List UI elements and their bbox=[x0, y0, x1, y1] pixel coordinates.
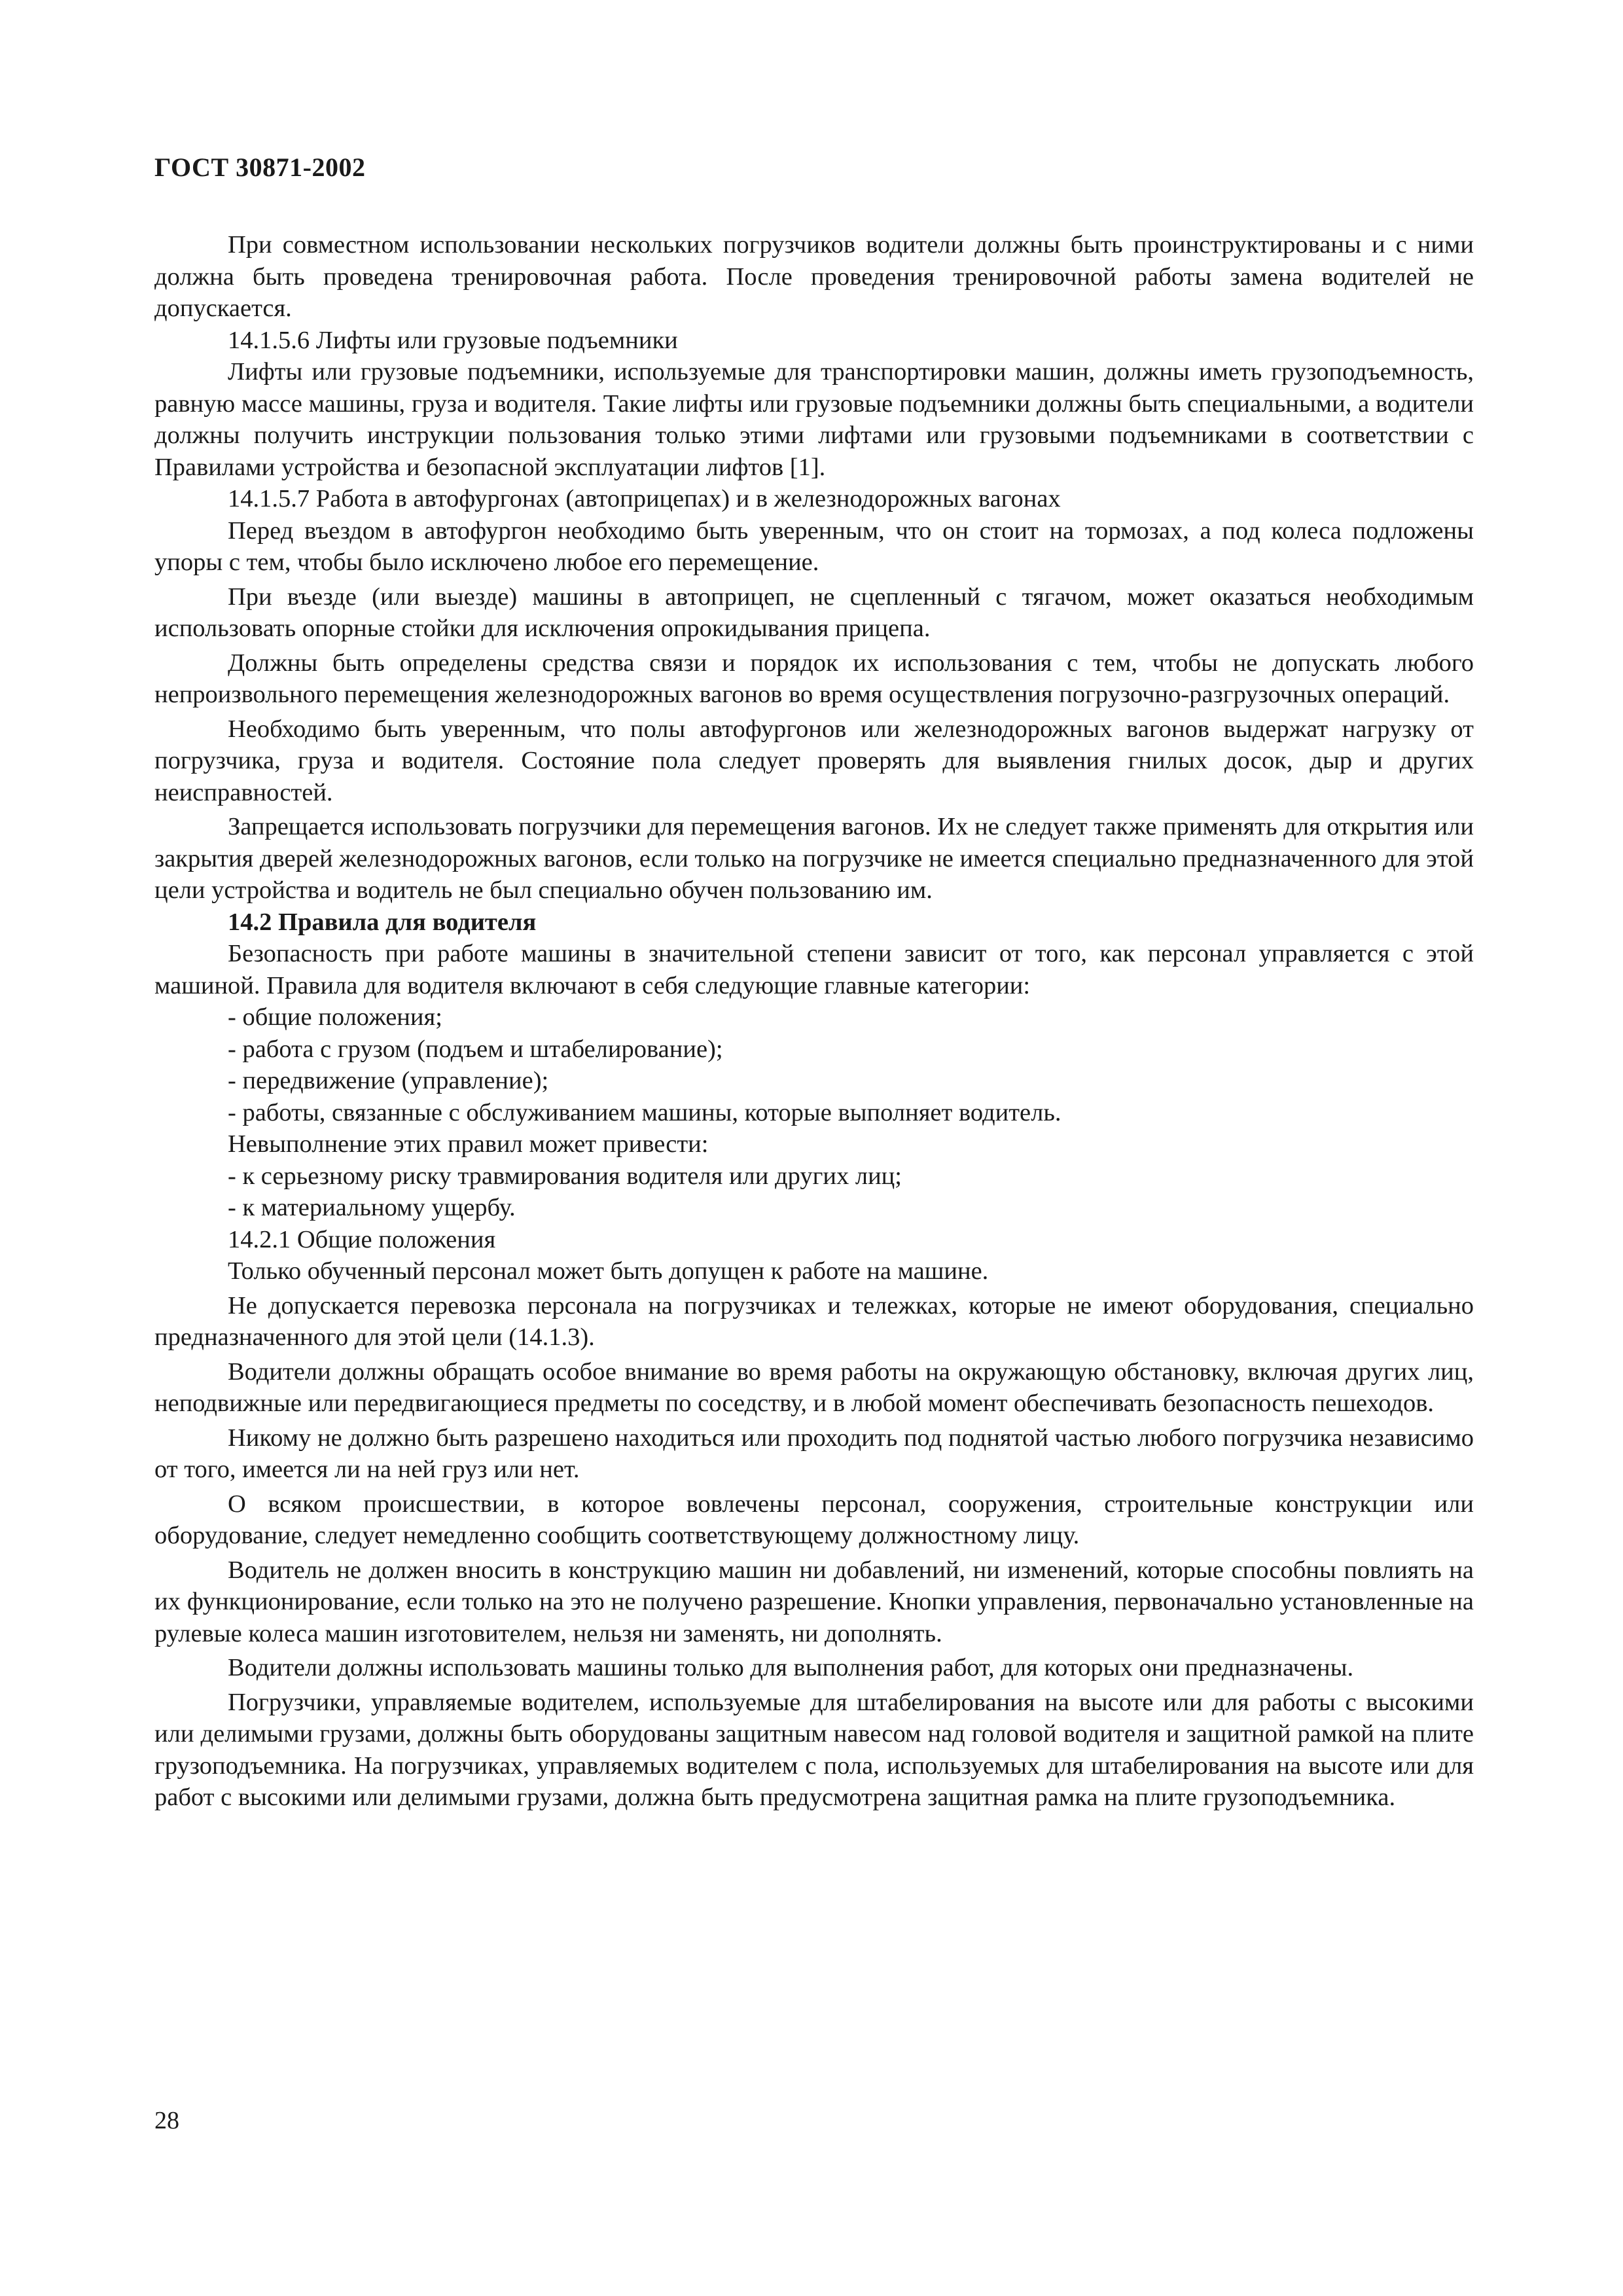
list-item: - к серьезному риску травмирования водителя или других лиц; bbox=[228, 1162, 902, 1190]
subsection-heading: 14.1.5.6 Лифты или грузовые подъемники bbox=[228, 326, 678, 354]
paragraph: Водители должны обращать особое внимание во время работы на окружающую обстановку, включая других лиц, неподвижные или передвигающиеся предметы по соседству, и в любой момент обеспечивать безопасность пешеходов. bbox=[154, 1357, 1474, 1417]
paragraph: Должны быть определены средства связи и порядок их использования с тем, чтобы не допускать любого непроизвольного перемещения железнодорожных вагонов во время осуществления погрузочно-разгрузочных операций. bbox=[154, 649, 1474, 708]
paragraph: Погрузчики, управляемые водителем, используемые для штабелирования на высоте или для работы с высокими или делимыми грузами, должны быть оборудованы защитным навесом над головой водителя и защитной рамкой на плите грузоподъемника. На погрузчиках, управляемых водителем с пола, используемых для штабелирования на высоте или для работ с высокими или делимыми грузами, должна быть предусмотрена защитная рамка на плите грузоподъемника. bbox=[154, 1688, 1474, 1811]
list-item: - работа с грузом (подъем и штабелирование); bbox=[228, 1035, 723, 1063]
list-item: - общие положения; bbox=[228, 1003, 442, 1031]
paragraph: Только обученный персонал может быть допущен к работе на машине. bbox=[228, 1257, 989, 1285]
paragraph: Не допускается перевозка персонала на погрузчиках и тележках, которые не имеют оборудования, специально предназначенного для этой цели (14.1.3). bbox=[154, 1291, 1474, 1351]
paragraph: Невыполнение этих правил может привести: bbox=[228, 1130, 709, 1158]
paragraph: Безопасность при работе машины в значительной степени зависит от того, как персонал управляется с этой машиной. Правила для водителя включают в себя следующие главные категории: bbox=[154, 940, 1474, 999]
list-item: - передвижение (управление); bbox=[228, 1067, 549, 1094]
paragraph: Лифты или грузовые подъемники, используемые для транспортировки машин, должны иметь грузоподъемность, равную массе машины, груза и водителя. Такие лифты или грузовые подъемники должны быть специальными, а водители должны получить инструкции пользования только этими лифтами или грузовыми подъемниками в соответствии с Правилами устройства и безопасной эксплуатации лифтов [1]. bbox=[154, 358, 1474, 481]
page-header: ГОСТ 30871-2002 bbox=[154, 152, 366, 182]
paragraph: Водитель не должен вносить в конструкцию машин ни добавлений, ни изменений, которые способны повлиять на их функционирование, если только на это не получено разрешение. Кнопки управления, первоначально установленные на рулевые колеса машин изготовителем, нельзя ни заменять, ни дополнять. bbox=[154, 1556, 1474, 1647]
page-number: 28 bbox=[154, 2107, 179, 2134]
subsection-heading: 14.1.5.7 Работа в автофургонах (автоприцепах) и в железнодорожных вагонах bbox=[228, 485, 1061, 512]
section-heading: 14.2 Правила для водителя bbox=[228, 908, 537, 936]
paragraph: Никому не должно быть разрешено находиться или проходить под поднятой частью любого погрузчика независимо от того, имеется ли на ней груз или нет. bbox=[154, 1424, 1474, 1483]
list-item: - работы, связанные с обслуживанием машины, которые выполняет водитель. bbox=[228, 1098, 1061, 1126]
paragraph: Необходимо быть уверенным, что полы автофургонов или железнодорожных вагонов выдержат нагрузку от погрузчика, груза и водителя. Состояние пола следует проверять для выявления гнилых досок, дыр и других неисправностей. bbox=[154, 715, 1474, 806]
document-body bbox=[154, 229, 1474, 1814]
paragraph: Перед въездом в автофургон необходимо быть уверенным, что он стоит на тормозах, а под колеса подложены упоры с тем, чтобы было исключено любое его перемещение. bbox=[154, 516, 1474, 576]
paragraph: При совместном использовании нескольких погрузчиков водители должны быть проинструктированы и с ними должна быть проведена тренировочная работа. После проведения тренировочной работы замена водителей не допускается. bbox=[154, 231, 1474, 322]
paragraph: О всяком происшествии, в которое вовлечены персонал, сооружения, строительные конструкции или оборудование, следует немедленно сообщить соответствующему должностному лицу. bbox=[154, 1490, 1474, 1549]
list-item: - к материальному ущербу. bbox=[228, 1194, 516, 1221]
paragraph: Водители должны использовать машины только для выполнения работ, для которых они предназначены. bbox=[228, 1654, 1354, 1681]
paragraph: При въезде (или выезде) машины в автоприцеп, не сцепленный с тягачом, может оказаться необходимым использовать опорные стойки для исключения опрокидывания прицепа. bbox=[154, 583, 1474, 642]
paragraph: Запрещается использовать погрузчики для перемещения вагонов. Их не следует также применять для открытия или закрытия дверей железнодорожных вагонов, если только на погрузчике не имеется специально предназначенного для этой цели устройства и водитель не был специально обучен пользованию им. bbox=[154, 813, 1474, 904]
subsection-heading: 14.2.1 Общие положения bbox=[228, 1225, 496, 1253]
